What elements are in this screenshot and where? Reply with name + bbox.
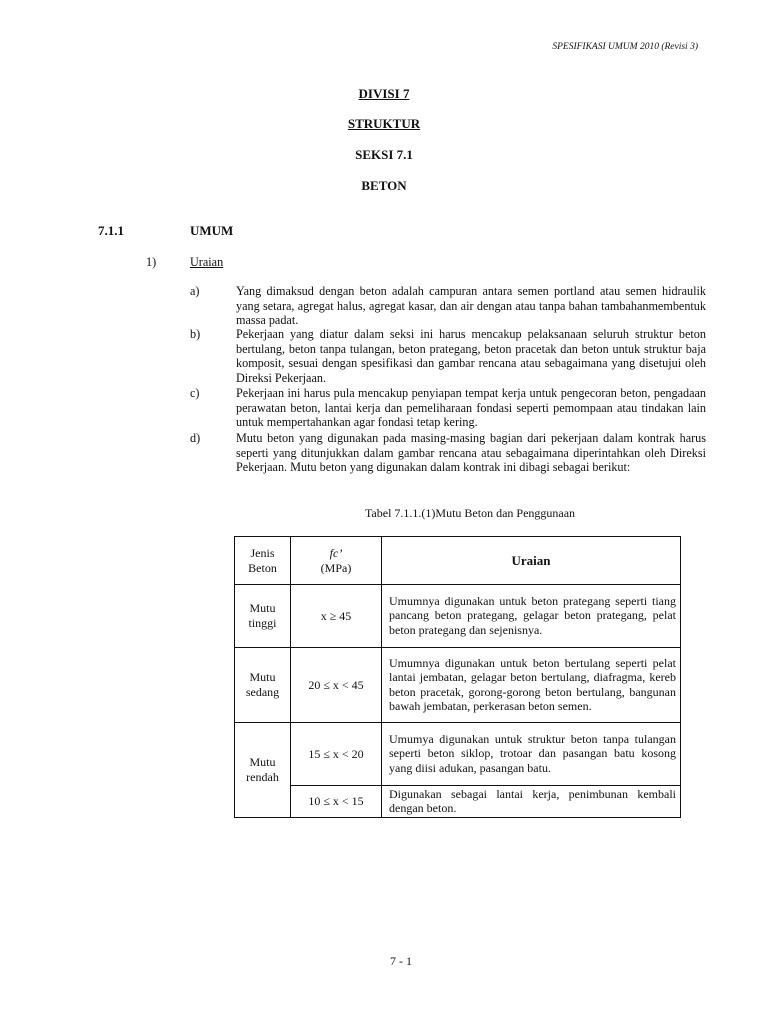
struktur-title: STRUKTUR — [347, 116, 421, 131]
header-fc-unit: (MPa) — [320, 560, 352, 575]
category-line1: Mutu — [249, 755, 276, 770]
table-header-row — [235, 537, 681, 585]
header-jenis-line1: Jenis — [250, 545, 275, 560]
description-cell: Umumya digunakan untuk struktur beton tanpa tulangan seperti beton siklop, trotoar dan pasangan batu kosong yang diisi adukan, pasangan batu. — [382, 723, 681, 786]
page-number: 7 - 1 — [390, 954, 412, 968]
item-title: Uraian — [190, 255, 224, 269]
description-cell: Umumnya digunakan untuk beton bertulang seperti pelat lantai jembatan, gelagar beton bertulang, diafragma, kereb beton pracetak, gorong-gorong beton bertulang, bangunan bawah jembatan, perkerasan beton semen. — [382, 648, 681, 723]
category-line1: Mutu — [249, 670, 276, 684]
table-row — [235, 723, 681, 786]
header-fc — [291, 537, 382, 585]
table-row — [235, 585, 681, 648]
category-cell — [235, 585, 291, 648]
para-a-letter: a) — [190, 284, 200, 298]
category-cell — [235, 723, 291, 818]
section-number: 7.1.1 — [98, 223, 124, 238]
header-uraian: Uraian — [382, 537, 681, 585]
beton-title: BETON — [361, 178, 407, 193]
category-line2: tinggi — [248, 616, 277, 630]
table-caption: Tabel 7.1.1.(1)Mutu Beton dan Penggunaan — [364, 506, 576, 520]
section-heading: UMUM — [190, 223, 234, 238]
table-row — [235, 648, 681, 723]
running-header: SPESIFIKASI UMUM 2010 (Revisi 3) — [552, 42, 698, 52]
para-a-text: Yang dimaksud dengan beton adalah campuran antara semen portland atau semen hidraulik yang setara, agregat halus, agregat kasar, dan air dengan atau tanpa bahan tambahanmembentuk massa padat. — [236, 284, 706, 327]
division-title: DIVISI 7 — [358, 86, 410, 101]
para-d-letter: d) — [190, 431, 201, 445]
range-cell: 10 ≤ x < 15 — [291, 786, 382, 818]
category-cell — [235, 648, 291, 723]
para-b-text: Pekerjaan yang diatur dalam seksi ini harus mencakup pelaksanaan seluruh struktur beton bertulang, beton tanpa tulangan, beton prategang, beton pracetak dan beton untuk struktur baja komposit, sesuai dengan spesifikasi dan gambar rencana atau sebagaimana yang disetujui oleh Direksi Pekerjaan. — [236, 327, 706, 385]
para-b-letter: b) — [190, 327, 201, 341]
para-c-text: Pekerjaan ini harus pula mencakup penyiapan tempat kerja untuk pengecoran beton, pengadaan perawatan beton, lantai kerja dan pemeliharaan fondasi seperti pemompaan atau tindakan lain untuk mempertahankan agar fondasi tetap kering. — [236, 386, 706, 429]
category-line2: rendah — [246, 770, 279, 785]
description-cell: Umumnya digunakan untuk beton prategang seperti tiang pancang beton prategang, gelagar beton prategang, pelat beton prategang dan sejenisnya. — [382, 585, 681, 648]
para-c-letter: c) — [190, 386, 200, 400]
category-line2: sedang — [245, 685, 280, 699]
description-cell: Digunakan sebagai lantai kerja, penimbunan kembali dengan beton. — [382, 786, 681, 818]
header-jenis-line2: Beton — [248, 560, 277, 575]
category-line1: Mutu — [249, 601, 276, 615]
range-cell: x ≥ 45 — [291, 585, 382, 648]
item-number: 1) — [146, 255, 157, 269]
range-cell: 20 ≤ x < 45 — [291, 648, 382, 723]
para-d-text: Mutu beton yang digunakan pada masing-masing bagian dari pekerjaan dalam kontrak harus seperti yang ditunjukkan dalam gambar rencana atau sebagaimana diperintahkan oleh Direksi Pekerjaan. Mutu beton yang digunakan dalam kontrak ini dibagi sebagai berikut: — [236, 431, 706, 474]
concrete-quality-table — [234, 536, 681, 818]
header-jenis-beton — [235, 537, 291, 585]
range-cell: 15 ≤ x < 20 — [291, 723, 382, 786]
header-fc-symbol: fc’ — [329, 545, 343, 560]
table-row — [235, 786, 681, 818]
section-title: SEKSI 7.1 — [355, 147, 413, 162]
